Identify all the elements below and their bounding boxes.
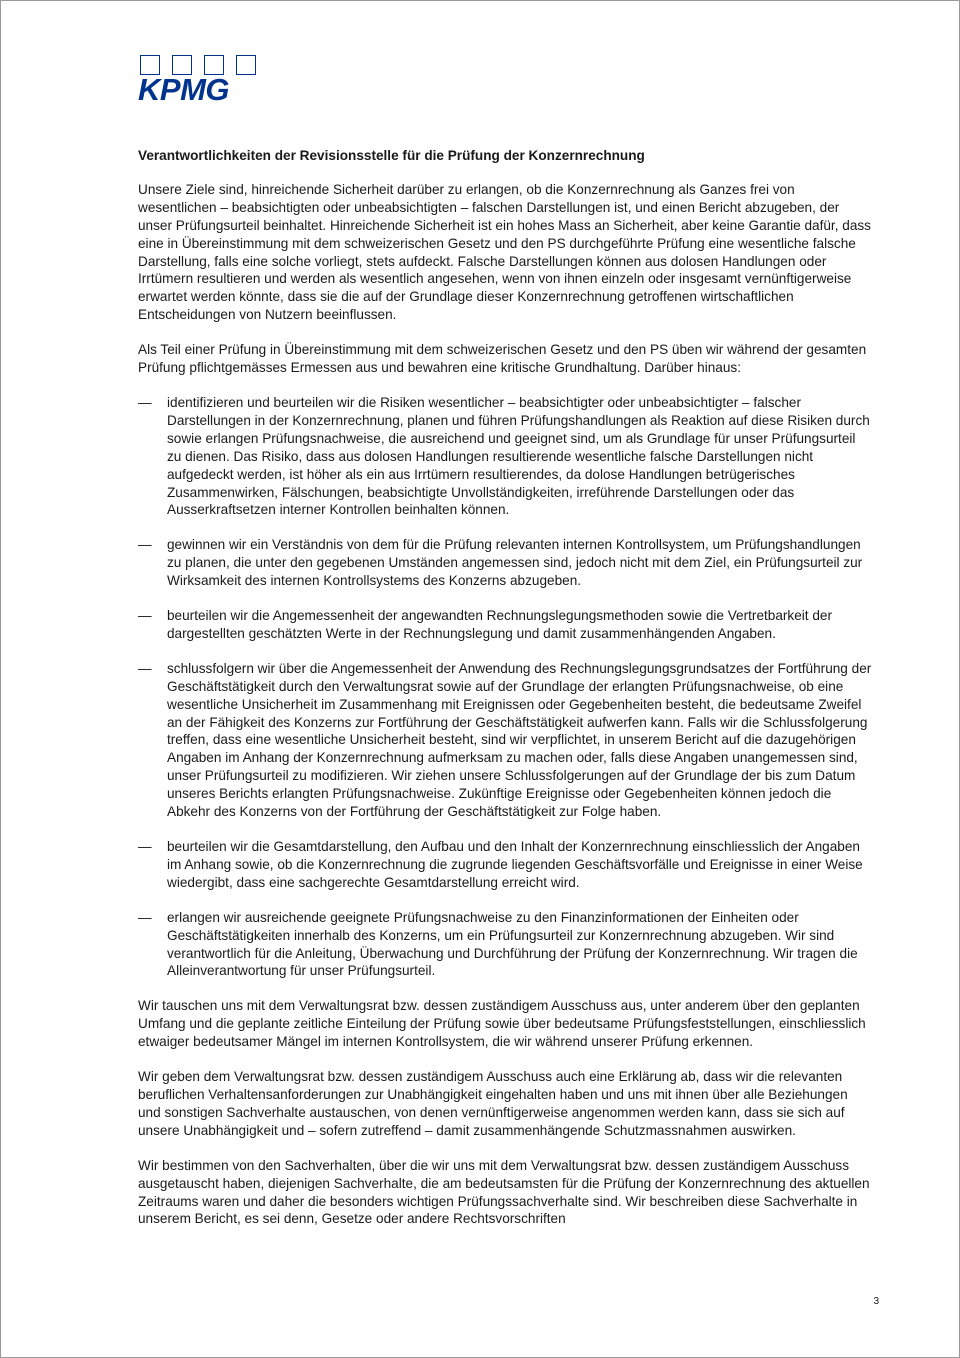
document-body xyxy=(138,147,873,1245)
list-item xyxy=(138,607,873,643)
bullet-list xyxy=(138,394,873,980)
list-item xyxy=(138,909,873,981)
logo-box xyxy=(236,55,256,75)
paragraph: Als Teil einer Prüfung in Übereinstimmung mit dem schweizerischen Gesetz und den PS üben wir während der gesamten Prüfung pflichtgemässes Ermessen aus und bewahren eine kritische Grundhaltung. Darüber hinaus: xyxy=(138,342,867,376)
bullet-dash: — xyxy=(138,537,152,553)
bullet-dash: — xyxy=(138,660,152,676)
bullet-dash: — xyxy=(138,394,152,410)
paragraph: Unsere Ziele sind, hinreichende Sicherheit darüber zu erlangen, ob die Konzernrechnung als Ganzes frei von wesentlichen – beabsichtigten oder unbeabsichtigten – falschen Darstellungen ist, und einen Bericht abzugeben, der unser Prüfungsurteil beinhaltet. Hinreichende Sicherheit ist ein hohes Mass an Sicherheit, aber keine Garantie dafür, dass eine in Übereinstimmung mit dem schweizerischen Gesetz und den PS durchgeführte Prüfung eine wesentliche falsche Darstellung, falls eine solche vorliegt, stets aufdeckt. Falsche Darstellungen können aus dolosen Handlungen oder Irrtümern resultieren und werden als wesentlich angesehen, wenn von ihnen einzeln oder insgesamt vernünftigerweise erwartet werden könnte, dass sie die auf der Grundlage dieser Konzernrechnung getroffenen wirtschaftlichen Entscheidungen von Nutzern beeinflussen. xyxy=(138,181,871,323)
list-item-text: erlangen wir ausreichende geeignete Prüfungsnachweise zu den Finanzinformationen der Einheiten oder Geschäftstätigkeiten innerhalb des Konzerns, um ein Prüfungsurteil zur Konzernrechnung abzugeben. Wir sind verantwortlich für die Anleitung, Überwachung und Durchführung der Prüfung der Konzernrechnung. Wir tragen die Alleinverantwortung für unser Prüfungsurteil. xyxy=(167,909,858,979)
paragraph: Wir bestimmen von den Sachverhalten, über die wir uns mit dem Verwaltungsrat bzw. dessen zuständigem Ausschuss ausgetauscht haben, diejenigen Sachverhalte, die am bedeutsamsten für die Prüfung der Konzernrechnung des aktuellen Zeitraums waren und daher die besonders wichtigen Prüfungssachverhalte sind. Wir beschreiben diese Sachverhalte in unserem Bericht, es sei denn, Gesetze oder andere Rechtsvorschriften xyxy=(138,1157,870,1227)
list-item xyxy=(138,660,873,821)
kpmg-logo xyxy=(138,55,260,107)
paragraph: Wir tauschen uns mit dem Verwaltungsrat bzw. dessen zuständigem Ausschuss aus, unter anderem über den geplanten Umfang und die geplante zeitliche Einteilung der Prüfung sowie über bedeutsame Prüfungsfeststellungen, einschliesslich etwaiger bedeutsamer Mängel im internen Kontrollsystem, die wir während unserer Prüfung erkennen. xyxy=(138,998,866,1050)
page-number: 3 xyxy=(873,1296,879,1307)
list-item-text: schlussfolgern wir über die Angemessenheit der Anwendung des Rechnungslegungsgrundsatzes der Fortführung der Geschäftstätigkeit durch den Verwaltungsrat sowie auf der Grundlage der erlangten Prüfungsnachweise, ob eine wesentliche Unsicherheit im Zusammenhang mit Ereignissen oder Gegebenheiten besteht, die bedeutsame Zweifel an der Fähigkeit des Konzerns zur Fortführung der Geschäftstätigkeit aufwerfen kann. Falls wir die Schlussfolgerung treffen, dass eine wesentliche Unsicherheit besteht, sind wir verpflichtet, in unserem Bericht auf die dazugehörigen Angaben im Anhang der Konzernrechnung aufmerksam zu machen oder, falls diese Angaben unangemessen sind, unser Prüfungsurteil zu modifizieren. Wir ziehen unsere Schlussfolgerungen auf der Grundlage der bis zum Datum unseres Berichts erlangten Prüfungsnachweise. Zukünftige Ereignisse oder Gegebenheiten können jedoch die Abkehr des Konzerns von der Fortführung der Geschäftstätigkeit zur Folge haben. xyxy=(167,660,872,820)
list-item-text: beurteilen wir die Angemessenheit der angewandten Rechnungslegungsmethoden sowie die Vertretbarkeit der dargestellten geschätzten Werte in der Rechnungslegung und damit zusammenhängenden Angaben. xyxy=(167,608,833,641)
list-item xyxy=(138,394,873,519)
list-item xyxy=(138,838,873,892)
list-item-text: beurteilen wir die Gesamtdarstellung, den Aufbau und den Inhalt der Konzernrechnung einschliesslich der Angaben im Anhang sowie, ob die Konzernrechnung die zugrunde liegenden Geschäftsvorfälle und Ereignisse in einer Weise wiedergibt, dass eine sachgerechte Gesamtdarstellung erreicht wird. xyxy=(167,839,863,890)
paragraph: Wir geben dem Verwaltungsrat bzw. dessen zuständigem Ausschuss auch eine Erklärung ab, dass wir die relevanten beruflichen Verhaltensanforderungen zur Unabhängigkeit eingehalten haben und uns mit ihnen über alle Beziehungen und sonstigen Sachverhalte austauschen, von denen vernünftigerweise angenommen werden kann, dass sie sich auf unsere Unabhängigkeit und – sofern zutreffend – damit zusammenhängende Schutzmassnahmen auswirken. xyxy=(138,1069,848,1138)
logo-wordmark: KPMG xyxy=(138,72,229,107)
bullet-dash: — xyxy=(138,909,152,925)
list-item-text: gewinnen wir ein Verständnis von dem für die Prüfung relevanten internen Kontrollsystem, um Prüfungshandlungen zu planen, die unter den gegebenen Umständen angemessen sind, jedoch nicht mit dem Ziel, ein Prüfungsurteil zur Wirksamkeit des internen Kontrollsystems des Konzerns abzugeben. xyxy=(167,537,863,589)
list-item xyxy=(138,536,873,590)
bullet-dash: — xyxy=(138,839,152,854)
section-heading: Verantwortlichkeiten der Revisionsstelle für die Prüfung der Konzernrechnung xyxy=(138,148,645,163)
list-item-text: identifizieren und beurteilen wir die Risiken wesentlicher – beabsichtigter oder unbeabsichtigter – falscher Darstellungen in der Konzernrechnung, planen und führen Prüfungshandlungen als Reaktion auf diese Risiken durch sowie erlangen Prüfungsnachweise, die ausreichend und geeignet sind, um als Grundlage für unser Prüfungsurteil zu dienen. Das Risiko, dass aus dolosen Handlungen resultierende wesentliche falsche Darstellungen nicht aufgedeckt werden, ist höher als ein aus Irrtümern resultierendes, da dolose Handlungen betrügerisches Zusammenwirken, Fälschungen, beabsichtigte Unvollständigkeiten, irreführende Darstellungen oder das Ausserkraftsetzen interner Kontrollen beinhalten können. xyxy=(167,394,870,518)
bullet-dash: — xyxy=(138,608,152,624)
